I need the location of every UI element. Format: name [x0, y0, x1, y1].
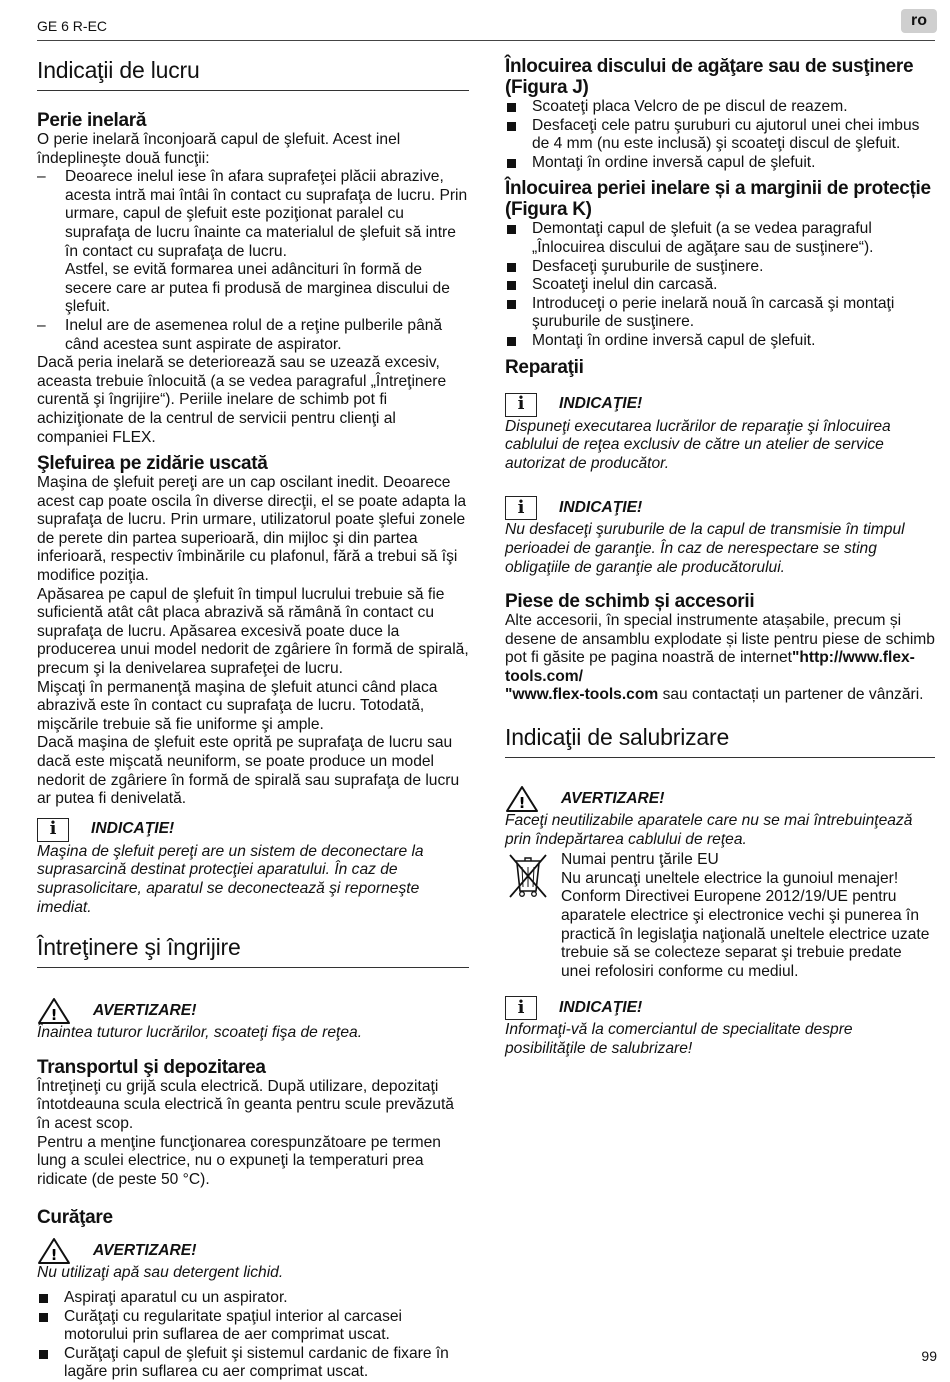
list-item: Demontaţi capul de şlefuit (a se vedea paragraful „Înlocuirea discului de agăţare sau de susţinere“). [505, 220, 935, 257]
list-item: Curăţaţi cu regularitate spaţiul interior al carcasei motorului prin suflarea de aer comprimat uscat. [37, 1308, 469, 1345]
note-box [37, 817, 469, 917]
weee-line: Nu aruncaţi uneltele electrice la gunoiul menajer! Conform Directivei Europene 2012/19/UE pentru aparatele electrice şi electronice vechi şi punerea în practică în legislaţia naţională uneltele electrice uzate trebuie să se colecteze separat şi trebuie predate unei refolosiri conforme cu mediul. [561, 869, 930, 980]
list-item: Montaţi în ordine inversă capul de şlefuit. [505, 154, 935, 173]
note-text: Maşina de şlefuit pereţi are un sistem de deconectare la suprasarcină destinat protecţiei aparatului. În caz de suprasolicitare, aparatul se deconectează şi reporneşte imediat. [37, 842, 424, 916]
warning-label: AVERTIZARE! [561, 789, 665, 807]
warning-text: Nu utilizaţi apă sau detergent lichid. [37, 1264, 284, 1282]
svg-text:!: ! [518, 794, 526, 813]
note-box [505, 392, 935, 474]
heading-ring-brush: Perie inelară [37, 110, 147, 131]
note-label: INDICAŢIE! [559, 999, 643, 1017]
paragraph: Întreţineţi cu grijă scula electrică. După utilizare, depozitaţi întotdeauna scula electrică în geanta pentru scule prevăzută în acest scop. [37, 1077, 454, 1132]
note-text: Dispuneţi executarea lucrărilor de reparaţie şi înlocuirea cablului de reţea exclusiv de către un atelier de service autorizat de producător. [505, 417, 891, 472]
paragraph: Apăsarea pe capul de şlefuit în timpul lucrului trebuie să fie suficientă atât cât placa abrazivă să rămână în contact cu suprafaţa de lucru. Apăsarea excesivă poate duce la producerea unui model nedorit de zgâriere în formă de spirală, precum şi la denivelarea suprafeţei de lucru. [37, 585, 469, 678]
left-column [37, 52, 469, 1382]
heading-cleaning: Curăţare [37, 1207, 113, 1229]
warning-box [505, 786, 935, 849]
dash-text: Deoarece inelul iese în afara suprafeţei plăcii abrazive, acesta intră mai întâi în contact cu suprafaţa de lucru. Prin urmare, capul de şlefuit este poziţionat paralel cu suprafaţa de lucru înainte ca materialul de şlefuit să intre în contact cu suprafaţa de lucru. [65, 168, 468, 260]
note-label: INDICAŢIE! [559, 499, 643, 517]
heading-replace-disc: Înlocuirea discului de agăţare sau de susţinere (Figura J) [505, 56, 914, 98]
note-label: INDICAŢIE! [559, 395, 643, 413]
ring-brush-outro: Dacă peria inelară se deteriorează sau se uzează excesiv, aceasta trebuie înlocuită (a se vedea paragraful „Întreţinere curentă şi îngrijire“). Periile inelare de schimb pot fi achiziţionate de la centrul de servicii pentru clienţi al companiei FLEX. [37, 354, 447, 446]
note-box [505, 995, 935, 1058]
note-text: Nu desfaceţi şuruburile de la capul de transmisie în timpul perioadei de garanţie. În caz de nerespectare se sting obligaţiile de garanţie ale producătorului. [505, 521, 905, 576]
warning-label: AVERTIZARE! [93, 1001, 197, 1019]
info-icon: i [505, 996, 537, 1020]
list-item: Curăţaţi capul de şlefuit şi sistemul cardanic de fixare în lagăre prin suflarea cu aer comprimat uscat. [37, 1345, 469, 1382]
replace-ring-list [505, 220, 935, 350]
website-link[interactable]: "www.flex-tools.com [505, 686, 659, 704]
heading-dry-wall-sanding: Şlefuirea pe zidărie uscată [37, 453, 268, 475]
language-badge: ro [901, 9, 937, 33]
dash-item [37, 317, 469, 354]
spare-parts-lead: Alte accesorii, în special instrumente atașabile, precum și desene de ansamblu explodate și liste pentru piese de schimb pot fi găsite pe pagina noastră de internet [505, 612, 935, 667]
svg-text:!: ! [50, 1006, 58, 1025]
list-item: Scoateţi placa Velcro de pe discul de reazem. [505, 98, 935, 117]
svg-text:!: ! [50, 1246, 58, 1265]
warning-box [37, 1238, 469, 1283]
warning-box [37, 998, 469, 1043]
warning-text: Faceţi neutilizabile aparatele care nu se mai întrebuinţează prin îndepărtarea cablului de reţea. [505, 812, 913, 848]
list-item: Scoateţi inelul din carcasă. [505, 276, 935, 295]
warning-triangle-icon [37, 997, 71, 1025]
heading-spare-parts: Piese de schimb și accesorii [505, 591, 755, 613]
heading-transport-storage: Transportul şi depozitarea [37, 1056, 266, 1078]
note-text: Informaţi-vă la comerciantul de specialitate despre posibilităţile de salubrizare! [505, 1021, 853, 1057]
page-number: 99 [921, 1348, 937, 1364]
paragraph: Maşina de şlefuit pereţi are un cap oscilant inedit. Deoarece acest cap poate oscila în diverse direcţii, el se poate adapta la suprafaţa de lucru. Prin urmare, utilizatorul poate şlefui zonele de perete din partea superioară, din mijloc şi din partea inferioară, respectiv îmbinările cu plafonul, fără a trebui să îşi modifice poziţia. [37, 474, 467, 585]
right-column [505, 52, 935, 1059]
spare-parts-text [505, 612, 935, 705]
info-icon: i [37, 818, 69, 842]
note-label: INDICAŢIE! [91, 820, 175, 838]
paragraph: Mişcaţi în permanenţă maşina de şlefuit atunci când placa abrazivă este în contact cu suprafaţa de lucru. Totodată, mişcările trebuie să fie uniforme şi ample. [37, 678, 438, 733]
dash-marker: – [37, 168, 46, 186]
section-title-work-instructions: Indicaţii de lucru [37, 52, 469, 91]
warning-triangle-icon [37, 1237, 71, 1265]
section-title-disposal: Indicaţii de salubrizare [505, 719, 935, 758]
warning-text: Înaintea tuturor lucrărilor, scoateţi fişa de reţea. [37, 1024, 363, 1042]
list-item: Montaţi în ordine inversă capul de şlefuit. [505, 332, 935, 351]
warning-label: AVERTIZARE! [93, 1242, 197, 1260]
weee-block [505, 851, 935, 981]
info-icon: i [505, 496, 537, 520]
header-rule [37, 40, 935, 41]
section-title-maintenance: Întreţinere şi îngrijire [37, 929, 469, 968]
heading-replace-ring-brush: Înlocuirea periei inelare și a marginii de protecție (Figura K) [505, 178, 931, 221]
dash-item [37, 168, 469, 261]
paragraph: Pentru a menţine funcţionarea corespunzătoare pe termen lung a sculei electrice, nu o expuneţi la temperaturi prea ridicate (de peste 50 °C). [37, 1133, 441, 1188]
dash-text: Inelul are de asemenea rolul de a reţine pulberile până când acestea sunt aspirate de aspirator. [65, 316, 443, 353]
dash-continuation: Astfel, se evită formarea unei adâncituri în formă de secere care ar putea fi produsă de marginea discului de şlefuit. [65, 261, 450, 316]
dash-marker: – [37, 316, 46, 334]
crossed-out-bin-icon [505, 851, 561, 981]
replace-disc-list [505, 98, 935, 172]
note-box [505, 495, 935, 577]
warning-triangle-icon [505, 785, 539, 813]
paragraph: Dacă maşina de şlefuit este oprită pe suprafaţa de lucru sau dacă este mişcată neuniform, se poate produce un model nedorit de zgâriere în formă de spirală sau suprafaţa de lucru ar putea fi denivelată. [37, 734, 460, 808]
weee-line: Numai pentru ţările EU [561, 851, 719, 869]
list-item: Desfaceţi şuruburile de susţinere. [505, 258, 935, 277]
heading-repairs: Reparaţii [505, 356, 584, 378]
header-model: GE 6 R-EC [37, 18, 108, 34]
list-item: Aspiraţi aparatul cu un aspirator. [37, 1289, 469, 1308]
website-link[interactable]: "http://www.flex-tools.com/ [505, 649, 915, 685]
list-item: Introduceţi o perie inelară nouă în carcasă şi montaţi şuruburile de susţinere. [505, 295, 935, 332]
list-item: Desfaceţi cele patru şuruburi cu ajutorul unei chei imbus de 4 mm (nu este inclusă) şi scoateţi discul de şlefuit. [505, 117, 935, 154]
ring-brush-intro: O perie inelară înconjoară capul de şlefuit. Acest inel îndeplineşte două funcţii: [37, 131, 401, 167]
cleaning-list [37, 1289, 469, 1382]
spare-parts-tail: sau contactați un partener de vânzări. [658, 686, 924, 704]
info-icon: i [505, 393, 537, 417]
